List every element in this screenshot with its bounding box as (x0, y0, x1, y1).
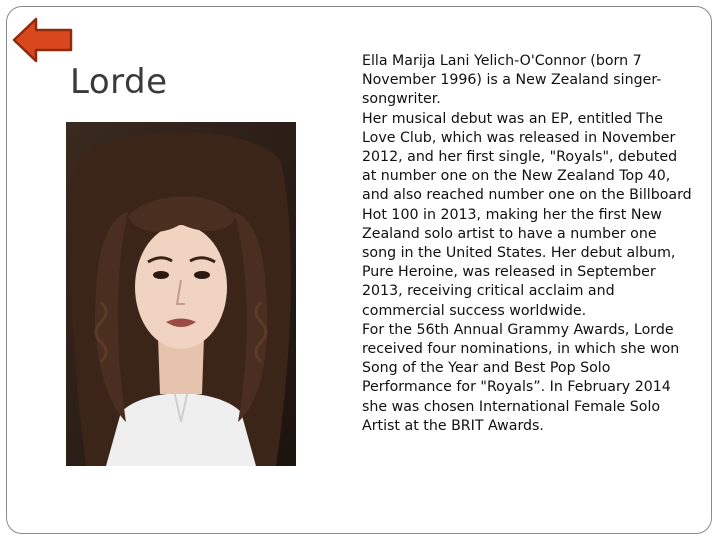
biography-text (362, 52, 692, 436)
artist-photo (66, 122, 296, 466)
bio-paragraph-3: For the 56th Annual Grammy Awards, Lorde received four nominations, in which she won Song of the Year and Best Pop Solo Performance for "Royals”. In February 2014 she was chosen International Female Solo Artist at the BRIT Awards. (362, 321, 680, 434)
slide-title: Lorde (70, 62, 168, 102)
back-button[interactable] (12, 16, 74, 64)
bio-paragraph-1: Ella Marija Lani Yelich-O'Connor (born 7 November 1996) is a New Zealand singer-songwriter. (362, 53, 662, 108)
left-arrow-icon (12, 16, 74, 64)
bio-paragraph-2: Her musical debut was an EP, entitled The Love Club, which was released in November 2012, and her first single, "Royals", debuted at number one on the New Zealand Top 40, and also reached number one on the Billboard Hot 100 in 2013, making her the first New Zealand solo artist to have a number one song in the United States. Her debut album, Pure Heroine, was released in September 2013, receiving critical acclaim and commercial success worldwide. (362, 110, 692, 319)
